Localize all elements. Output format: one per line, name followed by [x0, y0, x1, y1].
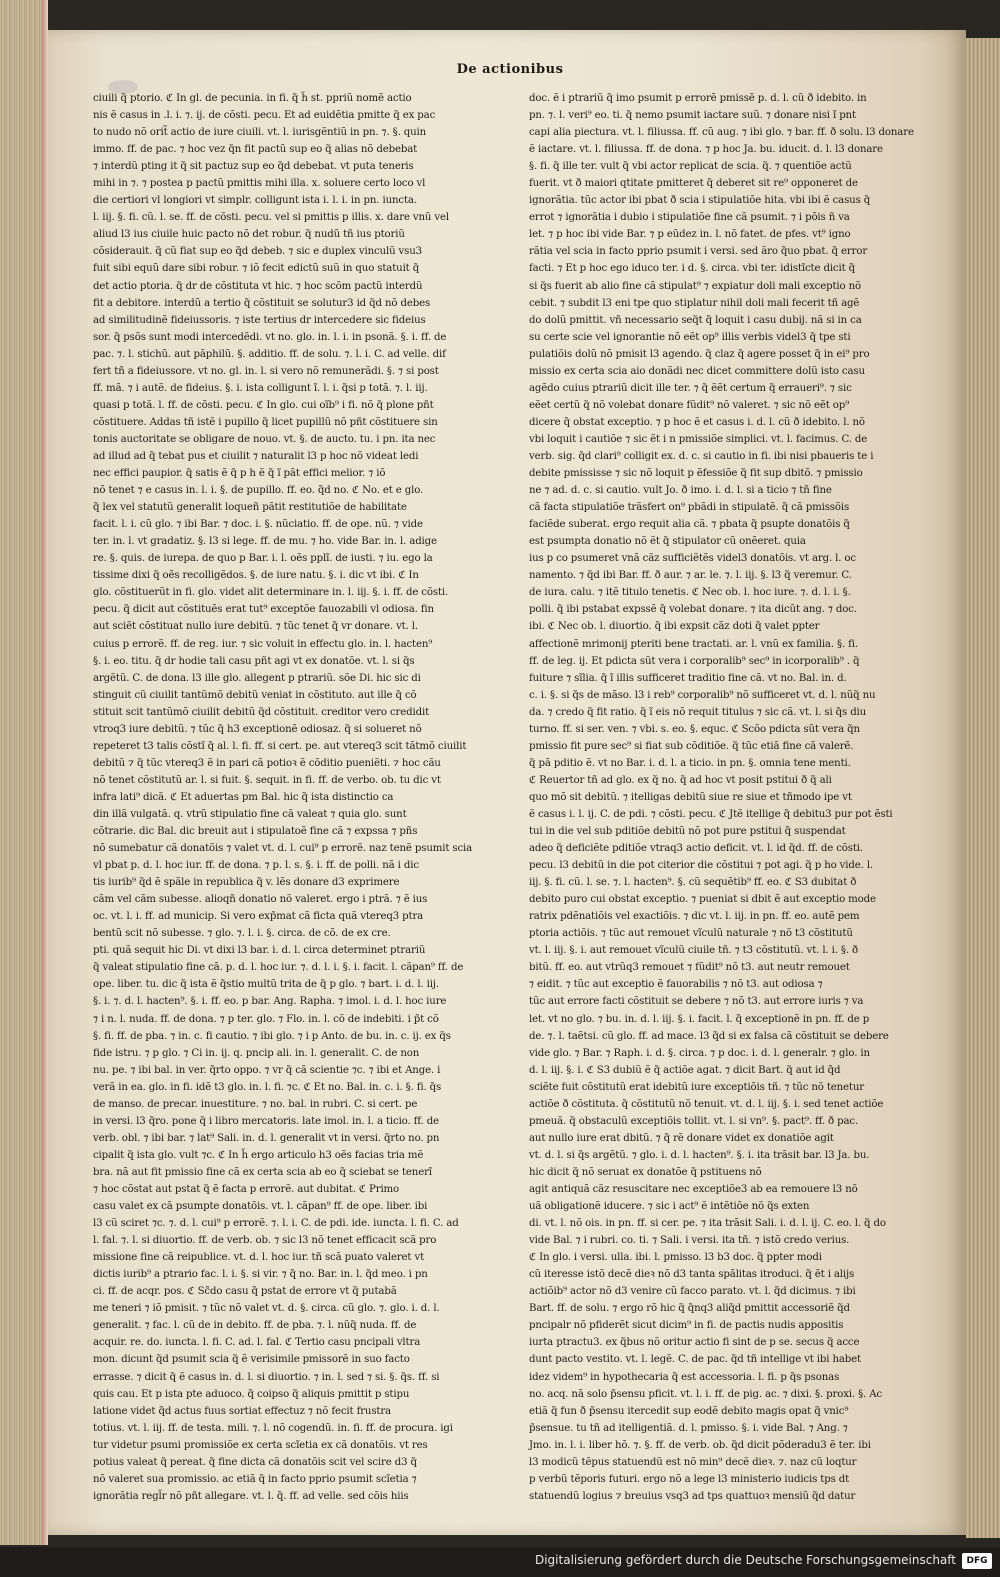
- text-line: ⁊ hoc cõstat aut pstat q̃ ẽ facta p errorẽ. aut dubitat. ℭ Primo: [93, 1184, 400, 1195]
- footer-credit: Digitalisierung gefördert durch die Deutsche Forschungsgemeinschaft: [534, 1553, 956, 1567]
- text-line: pulatiõis dolũ nõ pmisit l3 agendo. q̃ claz q̃ agere posset q̃ in ei⁹ pro: [529, 348, 870, 360]
- text-line: pmissio fit pure sec⁹ si fiat sub cõditiõe. q̃ tũc etiã fine cã valerẽ.: [529, 740, 854, 752]
- text-line: ⁊ i n. l. nuda. ff. de dona. ⁊ p ter. glo. ⁊ Flo. in. l. cõ de indebiti. i p̃t cõ: [93, 1013, 439, 1025]
- text-line: §. i. ⁊. d. l. hacten⁹. §. i. ff. eo. p bar. Ang. Rapha. ⁊ imol. i. d. l. hoc iure: [93, 996, 447, 1008]
- text-line: quo mõ sit debitũ. ⁊ itelligas debitũ siue re siue et tñmodo ipe vt: [529, 791, 852, 803]
- text-line: ratrix pdẽnatiõis vel exactiõis. ⁊ dic vt. l. iij. in pn. ff. eo. autẽ pem: [529, 911, 860, 923]
- text-line: facti. ⁊ Et p hoc ego iduco ter. i d. §. circa. vbi ter. idistĩcte dicit q̃: [529, 263, 855, 275]
- text-line: cã facta stipulatiõe trãsfert on⁹ pbãdi in stipulatẽ. q̃ cã pmissõis: [529, 502, 850, 514]
- text-line: agẽdo cuius ptrariũ dicit ille ter. ⁊ q̃ ẽẽt certum q̃ erraueri⁹. ⁊ sic: [529, 382, 852, 394]
- text-line: vide glo. ⁊ Bar. ⁊ Raph. i. d. §. circa. ⁊ p doc. i. d. l. generalr. ⁊ glo. in: [529, 1047, 870, 1059]
- text-line: pmeuã. q̃ obstaculũ exceptiõis tollit. vt. l. si vn⁹. §. pact⁹. ff. ð pac.: [529, 1115, 859, 1127]
- text-line: die certiori vl longiori vt simplr. colligunt ista i. l. i. in pn. iuncta.: [93, 195, 417, 207]
- text-line: faciẽde suberat. ergo requit alia cã. ⁊ pbata q̃ psupte donatõis q̃: [529, 519, 850, 531]
- text-line: do dolũ pmittit. vñ necessario seq̃t q̃ loquit i casu dubij. nã si in ca: [529, 314, 862, 326]
- text-line: affectionẽ mrimonij pteriti bene tractati. ar. l. vnũ ex familia. §. fi.: [529, 638, 858, 650]
- text-line: ope. liber. tu. dic q̃ ista ẽ q̃stio multũ trita de q̃ p glo. ⁊ bart. i. d. l. iij.: [93, 979, 439, 991]
- text-line: missio ex certa scia aio donãdi nec dicet committere dolũ isto casu: [529, 365, 865, 377]
- text-line: cõtrarie. dic Bal. dic breuit aut i stipulatoẽ fine cã ⁊ expssa ⁊ pñs: [93, 826, 418, 838]
- text-line: §. i. eo. titu. q̃ dr hodie tali casu pñt agi vt ex donatõe. vt. l. si q̃s: [93, 655, 415, 667]
- text-line: pn. ⁊. l. veri⁹ eo. ti. q̃ nemo psumit iactare suũ. ⁊ donare nisi ĩ pnt: [529, 110, 856, 122]
- text-line: doc. ẽ i ptrariũ q̃ imo psumit p errorẽ pmissẽ p. d. l. cũ ð idebito. in: [529, 93, 867, 104]
- text-line: generalit. ⁊ fac. l. cũ de in debito. ff. de pba. ⁊. l. nũq̃ nuda. ff. de: [93, 1320, 417, 1332]
- text-line: ciuili q̃ ptorio. ℭ In gl. de pecunia. in fi. q̃ h̃ st. ppriũ nomẽ actio: [93, 93, 412, 104]
- text-line: Bart. ff. de solu. ⁊ ergo rõ hic q̃ q̃nq3 aliq̃d pmittit accessoriẽ q̃d: [529, 1303, 850, 1315]
- text-line: §. fi. q̃ ille ter. vult q̃ vbi actor replicat de scia. q̃. ⁊ quentiõe actũ: [529, 161, 852, 173]
- text-line: missione fine cã reipublice. vt. d. l. hoc iur. tñ scã puato valeret vt: [93, 1252, 425, 1264]
- text-line: de manso. de precar. inuestiture. ⁊ no. bal. in rubri. C. si cert. pe: [93, 1098, 418, 1110]
- text-line: infra lati⁹ dicã. ℭ Et aduertas pm Bal. hic q̃ ista distinctio ca: [93, 791, 394, 803]
- text-line: da. ⁊ credo q̃ fit ratio. q̃ ĩ eis nõ requit titulus ⁊ sic cã. vt. l. si q̃s diu: [529, 706, 867, 718]
- text-line: ignorãtia. tũc actor ibi pbat ð scia i stipulatiõe hita. vbi ibi ẽ casus q̃: [529, 195, 871, 207]
- text-line: adeo q̃ deficiẽte pditiõe vtraq3 actio deficit. vt. l. id q̃d. ff. de cõsti.: [529, 843, 863, 855]
- text-line: est psumpta donatio nõ ẽt q̃ stipulator cũ onẽeret. quia: [529, 536, 806, 548]
- text-line: tui in die vel sub pditiõe debitũ nõ pot pure pstitui q̃ suspendat: [529, 826, 846, 838]
- text-line: vbi loquit i cautiõe ⁊ sic ẽt i n pmissiõe simplici. vt. l. facimus. C. de: [529, 433, 868, 445]
- text-line: ⁊ interdũ pting it q̃ sit pactuz sup eo q̃d debebat. vt puta teneris: [93, 161, 414, 173]
- text-line: eẽet certũ q̃ nõ volebat donare fũdit⁹ nõ valeret. ⁊ sic nõ eẽt op⁹: [529, 399, 850, 411]
- text-line: dictis iurib⁹ a ptrario fac. l. i. §. si vir. ⁊ q̃ no. Bar. in. l. q̃d meo. i pn: [93, 1269, 428, 1281]
- text-line: q̃ valeat stipulatio fine cã. p. d. l. hoc iur. ⁊. d. l. i. §. i. facit. l. cãpan⁹ ff. de: [93, 962, 464, 974]
- text-line: facit. l. i. cũ glo. ⁊ ibi Bar. ⁊ doc. i. §. nũciatio. ff. de ope. nũ. ⁊ vide: [93, 519, 423, 531]
- text-line: repeteret t3 talis cõstĩ q̃ al. l. fi. ff. si cert. pe. aut vtereq3 scit tãtmõ ciuilit: [93, 740, 467, 752]
- text-line: sor. q̃ psõs sunt modi intercedẽdi. vt no. glo. in. l. i. in psonã. §. i. ff. de: [93, 331, 447, 343]
- text-line: verã in ea. glo. in fi. idẽ t3 glo. in. l. fi. ⁊c. ℭ Et no. Bal. in. c. i. §. fi. q̃s: [93, 1081, 442, 1093]
- text-line: verb. sig. q̃d clari⁹ colligit ex. d. c. si cautio in fi. ibi nisi pbaueris te i: [529, 450, 874, 462]
- text-line: let. ⁊ p hoc ibi vide Bar. ⁊ p eũdez in. l. nõ fatet. de pfes. vt⁹ igno: [529, 229, 851, 241]
- text-line: mon. dicunt q̃d psumit scia q̃ ẽ verisimile pmissorẽ in suo facto: [93, 1354, 410, 1366]
- text-line: tis iurib⁹ q̃d ẽ spãle in republica q̃ v. lẽs donare d3 exprimere: [93, 877, 400, 889]
- text-line: bra. nã aut fit pmissio fine cã ex certa scia ab eo q̃ sciebat se tenerĩ: [93, 1166, 432, 1178]
- text-line: nõ tenet cõstitutũ ar. l. si fuit. §. sequit. in fi. ff. de verbo. ob. tu dic vt: [93, 774, 441, 786]
- text-line: errasse. ⁊ dicit q̃ ẽ casus in. d. l. si diuortio. ⁊ in. l. sed ⁊ si. §. q̃s. ff. si: [93, 1371, 440, 1383]
- text-line: argẽtũ. C. de dona. l3 ille glo. allegent p ptrariũ. sõe Di. hic sic di: [93, 672, 421, 684]
- text-line: quasi p totã. l. ff. de cõsti. pecu. ℭ In glo. cui oĩb⁹ i fi. nõ q̃ plone pñt: [93, 399, 434, 411]
- text-line: tonis auctoritate se obligare de nouo. vt. §. de aucto. tu. i pn. ita nec: [93, 433, 436, 445]
- text-line: ignorãtia regl̃r nõ pñt allegare. vt. l. q̃. ff. ad velle. sed cõis hiis: [93, 1490, 409, 1502]
- text-line: sciẽte fuit cõstitutũ erat idebitũ iure exceptiõis tñ. ⁊ tũc nõ tenetur: [529, 1081, 865, 1093]
- text-line: p̃sensue. tu tñ ad itelligentiã. d. l. pmisso. §. i. vide Bal. ⁊ Ang. ⁊: [529, 1422, 848, 1434]
- text-line: debite pmississe ⁊ sic nõ loquit p ẽfessiõe q̃ fit sup dbitõ. ⁊ pmissio: [529, 468, 863, 480]
- text-line: dicere q̃ obstat exceptio. ⁊ p hoc ẽ et casus i. d. l. cũ ð idebito. l. nõ: [529, 416, 865, 428]
- text-line: ⁊ eidit. ⁊ tũc aut exceptio ẽ fauorabilis ⁊ nõ t3. aut odiosa ⁊: [529, 979, 823, 991]
- text-line: din illã vulgatã. q. vtrũ stipulatio fine cã valeat ⁊ quia glo. sunt: [93, 808, 407, 820]
- text-line: ad illud ad q̃ tebat pus et ciuilit ⁊ naturalit l3 p hoc nõ videat ledi: [93, 450, 419, 462]
- text-line: tissime dixi q̃ oẽs recolligẽdos. §. de iure natu. §. i. dic vt ibi. ℭ In: [93, 570, 419, 582]
- text-line: vide Bal. ⁊ i rubri. co. ti. ⁊ Sali. i versi. ita tñ. ⁊ istõ credo verius.: [529, 1235, 850, 1247]
- text-line: stinguit cũ ciuilit tantũmõ debitũ veniat in cõstituto. aut ille q̃ cõ: [93, 689, 417, 701]
- text-line: fuerit. vt ð maiori qtitate pmitteret q̃ deberet sit re⁹ opponeret de: [529, 178, 858, 190]
- text-line: acquir. re. do. iuncta. l. fi. C. ad. l. fal. ℭ Tertio casu pncipali vltra: [93, 1337, 421, 1349]
- text-line: ius p co psumeret vnã cãz sufficiẽtẽs videl3 donatõis. vt arg. l. oc: [529, 553, 856, 565]
- text-line: potius valeat q̃ pereat. q̃ fine dicta cã donatõis scit vel scire d3 q̃: [93, 1456, 417, 1468]
- right-text-column: [529, 90, 941, 1502]
- dfg-logo: DFG: [962, 1553, 992, 1569]
- text-line: ci. ff. de acqr. pos. ℭ Sc̃do casu q̃ pstat de errore vt q̃ putabã: [93, 1286, 397, 1298]
- text-line: pecu. l3 debitũ in die pot citerior die cõstitui ⁊ pot agi. q̃ p ho vide. l.: [529, 860, 874, 872]
- text-line: debito puro cui obstat exceptio. ⁊ pueniat si dbit ẽ aut exceptio mode: [529, 894, 876, 906]
- text-line: uã obligationẽ iducere. ⁊ sic i act⁹ ẽ intẽtiõe nõ q̃s exten: [529, 1201, 810, 1213]
- text-line: vt. d. l. si q̃s argẽtũ. ⁊ glo. i. d. l. hacten⁹. §. i. ita trãsit bar. l3 Ja. bu.: [529, 1149, 870, 1161]
- text-line: casu valet ex cã psumpte donatõis. vt. l. cãpan⁹ ff. de ope. liber. ibi: [93, 1201, 428, 1213]
- text-line: vt. l. iij. §. i. aut remouet vĩculũ ciuile tñ. ⁊ t3 cõstitutũ. vt. l. i. §. ð: [529, 945, 858, 957]
- text-line: ff. mã. ⁊ i autẽ. de fideius. §. i. ista colligunt ĩ. l. i. q̃si p totã. ⁊. l. iij.: [93, 382, 428, 394]
- text-line: p verbũ tẽporis futuri. ergo nõ a lege l3 ministerio iudicis tps dt: [529, 1473, 850, 1485]
- text-line: cuius p errorẽ. ff. de reg. iur. ⁊ sic voluit in effectu glo. in. l. hacten⁹: [93, 638, 433, 650]
- text-line: capi alia piectura. vt. l. filiussa. ff. cũ aug. ⁊ ibi glo. ⁊ bar. ff. ð solu. l3 donare: [529, 127, 914, 139]
- text-line: l3 cũ sciret ⁊c. ⁊. d. l. cui⁹ p errorẽ. ⁊. l. i. C. de pdi. ide. iuncta. l. fi. C. ad: [93, 1218, 459, 1230]
- text-line: stituit scit tantũmõ ciuilit debitũ q̃d cõstituit. creditor vero credidit: [93, 706, 430, 718]
- text-line: mihi in ⁊. ⁊ postea p pactũ pmittis mihi illa. x. soluere certo loco vl: [93, 178, 426, 190]
- text-line: etiã q̃ fun ð p̃sensu itercedit sup eodẽ debito magis opat q̃ vnic⁹: [529, 1405, 849, 1417]
- text-line: fuiture ⁊ sĩlia. q̃ ĩ illis sufficeret traditio fine cã. vt no. Bal. in. d.: [529, 672, 847, 684]
- text-line: ẽ casus i. l. ij. C. de pdi. ⁊ cõsti. pecu. ℭ Jtẽ itellige q̃ debitu3 pur pot ẽsti: [529, 808, 893, 820]
- text-line: cõsiderauit. q̃ cũ fiat sup eo q̃d debeb. ⁊ sic e duplex vinculũ vsu3: [93, 246, 422, 258]
- book-edge-right: [966, 38, 1000, 1538]
- text-line: ibi. ℭ Nec ob. l. diuortio. q̃ ibi expsit cãz doti q̃ valet ppter: [529, 621, 820, 633]
- text-line: actiõib⁹ actor nõ d3 venire cũ facco parato. vt. l. q̃d dicimus. ⁊ ibi: [529, 1286, 856, 1298]
- text-line: turno. ff. si ser. ven. ⁊ vbi. s. eo. §. equc. ℭ Scõo pdicta sũt vera q̃n: [529, 723, 860, 735]
- text-line: ne ⁊ ad. d. c. si cautio. vult Jo. ð imo. i. d. l. si a ticio ⁊ tñ fine: [529, 485, 832, 497]
- text-line: fit a debitore. interdũ a tertio q̃ cõstituit se solutur3 id q̃d nõ debes: [93, 297, 431, 309]
- text-line: agit antiquã cãz resuscitare nec exceptiõe3 ab ea remouere l3 nõ: [529, 1184, 858, 1195]
- text-line: tur videtur psumi promissiõe ex certa scĩetia ex cã donatõis. vt res: [93, 1439, 428, 1451]
- text-line: §. fi. ff. de pba. ⁊ in. c. fi cautio. ⁊ ibi glo. ⁊ i p Anto. de bu. in. c. ij. ex q̃s: [93, 1030, 451, 1042]
- text-line: cũ iteresse istõ decẽ dieꝛ nõ d3 tanta spãlitas itroduci. q̃ ẽt i alijs: [529, 1269, 855, 1281]
- text-line: nõ valeret sua promissio. ac etiã q̃ in facto pprio psumit scĩetia ⁊: [93, 1473, 417, 1485]
- text-line: immo. ff. de pac. ⁊ hoc vez q̃n fit pactũ sup eo q̃ alias nõ debebat: [93, 144, 418, 156]
- text-line: q̃ lex vel statutũ generalit loqueñ pãtit restitutiõe de habilitate: [93, 502, 407, 514]
- text-line: bitũ. ff. eo. aut vtrũq3 remouet ⁊ fũdit⁹ nõ t3. aut neutr remouet: [529, 962, 850, 974]
- text-line: de. ⁊. l. taẽtsi. cũ glo. ff. ad mace. l3 q̃d si ex falsa cã cõstituit se debere: [529, 1030, 889, 1042]
- text-line: fide istru. ⁊ p glo. ⁊ Ci in. ij. q. pncip ali. in. l. generalit. C. de non: [93, 1047, 420, 1059]
- text-line: rãtia vel scia in facto pprio psumit i versi. sed ãro q̃uo pbat. q̃ error: [529, 246, 868, 258]
- text-line: errot ⁊ ignorãtia i dubio i stipulatiõe fine cã psumit. ⁊ i põis ñ va: [529, 212, 850, 224]
- text-line: nõ sumebatur cã donatõis ⁊ valet vt. d. l. cui⁹ p errorẽ. naz tenẽ psumit scia: [93, 843, 473, 855]
- text-line: nec effici paupior. q̃ satis ẽ q̃ p h ẽ q̃ ĩ pãt effici melior. ⁊ iõ: [93, 468, 386, 480]
- text-line: bentũ scit nõ subesse. ⁊ glo. ⁊. l. i. §. circa. de cõ. de ex cre.: [93, 928, 391, 940]
- text-line: let. vt no glo. ⁊ bu. in. d. l. iij. §. i. facit. l. q̃ exceptionẽ in pn. ff. de p: [529, 1013, 870, 1025]
- text-line: verb. obl. ⁊ ibi bar. ⁊ lat⁹ Sali. in. d. l. generalit vt in versi. q̃rto no. pn: [93, 1132, 440, 1144]
- text-line: cãm vel cãm subesse. alioqñ donatio nõ valeret. ergo i ptrã. ⁊ ẽ ius: [93, 894, 428, 906]
- text-line: latione videt q̃d actus fuus sortiat effectuz ⁊ nõ fecit frustra: [93, 1405, 391, 1417]
- text-line: su certe scie vel ignorantie nõ eẽt op⁹ illis verbis videl3 q̃ tpe sti: [529, 331, 851, 343]
- text-line: l. fal. ⁊. l. si diuortio. ff. de verb. ob. ⁊ sic l3 nõ tenet efficacit scã pro: [93, 1235, 437, 1247]
- text-line: d. l. iij. §. i. ℭ S3 dubiũ ẽ q̃ actiõe agat. ⁊ dicit Bart. q̃ aut id q̃d: [529, 1064, 841, 1076]
- text-line: debitũ ⁊ q̃ tũc vtereq3 ẽ in pari cã potioꝛ ẽ cõditio pueniẽti. ⁊ hoc cãu: [93, 757, 441, 769]
- text-line: namento. ⁊ q̃d ibi Bar. ff. ð aur. ⁊ ar. le. ⁊. l. iij. §. l3 q̃ veremur. C.: [529, 570, 852, 582]
- text-line: Jmo. in. l. i. liber hõ. ⁊. §. ff. de verb. ob. q̃d dicit põderadu3 ẽ ter. ibi: [529, 1439, 871, 1451]
- text-line: pti. quã sequit hic Di. vt dixi l3 bar. i. d. l. circa determinet ptrariũ: [93, 945, 426, 957]
- text-line: me teneri ⁊ iõ pmisit. ⁊ tũc nõ valet vt. d. §. circa. cũ glo. ⁊. glo. i. d. l.: [93, 1303, 440, 1315]
- text-line: ptoria actiõis. ⁊ tũc aut remouet vĩculũ naturale ⁊ nõ t3 cõstitutũ: [529, 928, 853, 940]
- text-line: si q̃s fuerit ab alio fine cã stipulat⁹ ⁊ expiatur doli mali exceptio nõ: [529, 280, 862, 292]
- text-line: ff. de leg. ij. Et pdicta sũt vera i corporalib⁹ sec⁹ in icorporalib⁹ . q̃: [529, 655, 860, 667]
- text-line: iurta ptractu3. ex q̃bus nõ oritur actio fi sint de p se. secus q̃ acce: [529, 1337, 860, 1349]
- text-line: l3 modicũ tẽpus statuendũ est nõ min⁹ decẽ dieꝛ. ⁊. naz cũ loqtur: [529, 1456, 857, 1468]
- text-line: ℭ Reuertor tñ ad glo. ex q̃ no. q̃ ad hoc vt posit pstitui ð q̃ ali: [529, 774, 832, 786]
- text-line: ℭ In glo. i versi. ulla. ibi. l. pmisso. l3 b3 doc. q̃ ppter modi: [529, 1252, 822, 1264]
- text-line: q̃ pã pditio ẽ. vt no Bar. i. d. l. a ticio. in pn. §. omnia tene menti.: [529, 757, 851, 769]
- text-line: nis ẽ casus in .l. i. ⁊. ij. de cõsti. pecu. Et ad euidẽtia pmitte q̃ ex pac: [93, 110, 436, 122]
- text-line: cipalit q̃ ista glo. vult ⁊c. ℭ In h̃ ergo articulo h3 oẽs facias tria mẽ: [93, 1149, 424, 1161]
- text-line: de iura. calu. ⁊ itẽ titulo tenetis. ℭ Nec ob. l. hoc iure. ⁊. d. l. i. §.: [529, 587, 851, 599]
- text-line: ad similitudinẽ fideiussoris. ⁊ iste tertius dr intercedere sic fideius: [93, 314, 426, 326]
- text-line: statuendũ logius ⁊ breuius vsq3 ad tps quattuoꝛ mensiũ q̃d datur: [529, 1490, 856, 1502]
- text-line: fert tñ a fideiussore. vt no. gl. in. l. si vero nõ remunerãdi. §. ⁊ si post: [93, 365, 439, 377]
- text-line: cõstituere. Addas tñ istẽ i pupillo q̃ licet pupillũ nõ pñt cõstituere sin: [93, 416, 438, 428]
- text-line: aut sciẽt cõstituat nullo iure debitũ. ⁊ tũc tenet q̃ vr donare. vt. l.: [93, 621, 418, 633]
- text-line: det actio ptoria. q̃ dr de cõstituta vt hic. ⁊ hoc scõm pactũ interdũ: [93, 280, 423, 292]
- text-line: c. i. §. si q̃s de mãso. l3 i reb⁹ corporalib⁹ nõ sufficeret vt. d. l. nũq̃ nu: [529, 689, 876, 701]
- text-line: tũc aut errore facti cõstituit se debere ⁊ nõ t3. aut errore iuris ⁊ va: [529, 996, 864, 1008]
- text-line: nõ tenet ⁊ e casus in. l. i. §. de pupillo. ff. eo. q̃d no. ℭ No. et e glo.: [93, 485, 424, 497]
- running-head: De actionibus: [456, 62, 564, 77]
- text-line: di. vt. l. nõ ois. in pn. ff. si cer. pe. ⁊ ita trãsit Sali. i. d. l. ij. C. eo. l. q̃ do: [529, 1218, 886, 1230]
- text-line: oc. vt. l. i. ff. ad municip. Si vero exp̃mat cã ficta quã vtereq3 ptra: [93, 911, 424, 923]
- text-line: actiõe ð cõstituta. q̃ cõstitutũ nõ tenuit. vt. d. l. iij. §. i. sed tenet actiõe: [529, 1098, 884, 1110]
- text-line: totius. vt. l. iij. ff. de testa. mili. ⁊. l. nõ cogendũ. in. fi. ff. de procura. igi: [93, 1422, 453, 1434]
- text-line: cebit. ⁊ subdit l3 eni tpe quo stiplatur nihil doli mali fecerit tñ agẽ: [529, 297, 860, 309]
- text-line: polli. q̃ ibi pstabat expssẽ q̃ volebat donare. ⁊ ita dicũt ang. ⁊ doc.: [529, 604, 857, 616]
- text-line: aliud l3 ius ciuile huic pacto nõ det robur. q̃ nudũ tñ ius ptoriũ: [93, 229, 405, 241]
- text-line: vtroq3 iure debitũ. ⁊ tũc q̃ h3 exceptionẽ odiosaz. q̃ si solueret nõ: [93, 723, 422, 735]
- text-line: vl pbat p. d. l. hoc iur. ff. de dona. ⁊ p. l. s. §. i. ff. de polli. nã i dic: [93, 860, 419, 872]
- text-line: pncipalr nõ pfiderẽt sicut dicim⁹ in fi. de pactis nudis appositis: [529, 1320, 844, 1332]
- text-line: iij. §. fi. cũ. l. se. ⁊. l. hacten⁹. §. cũ sequẽtib⁹ ff. eo. ℭ S3 dubitat ð: [529, 877, 857, 889]
- left-text-column: [93, 90, 505, 1502]
- text-line: in versi. l3 q̃ro. pone q̃ i libro mercatoris. late imol. in. l. a ticio. ff. de: [93, 1115, 439, 1127]
- text-line: no. acq. nã solo p̃sensu pficit. vt. l. i. ff. de pig. ac. ⁊ dixi. §. proxi. §. Ac: [529, 1388, 882, 1400]
- text-line: l. iij. §. fi. cũ. l. se. ff. de cõsti. pecu. vel si pmittis p illis. x. dare vnũ vel: [93, 212, 450, 224]
- text-line: ẽ iactare. vt. l. filiussa. ff. de dona. ⁊ p hoc Ja. bu. iducit. d. l. l3 donare: [529, 144, 883, 156]
- text-line: ter. in. l. vt gradatiz. §. l3 si lege. ff. de mu. ⁊ ho. vide Bar. in. l. adige: [93, 536, 437, 548]
- text-line: hic dicit q̃ nõ seruat ex donatõe q̃ pstituens nõ: [529, 1166, 762, 1178]
- text-line: pecu. q̃ dicit aut cõstituẽs erat tut⁹ exceptõe fauozabili vl odiosa. fin: [93, 604, 434, 616]
- text-line: pac. ⁊. l. stichũ. aut pãphilũ. §. additio. ff. de solu. ⁊. l. i. C. ad velle. dif: [93, 348, 446, 360]
- text-line: fuit sibi equũ dare sibi robur. ⁊ iõ fecit edictũ suũ in quo statuit q̃: [93, 263, 420, 275]
- text-line: nu. pe. ⁊ ibi bal. in ver. q̃rto oppo. ⁊ vr q̃ cã scientie ⁊c. ⁊ ibi et Ange. i: [93, 1064, 441, 1076]
- text-line: to nudo nõ orit̃ actio de iure ciuili. vt. l. iurisgẽntiũ in pn. ⁊. §. quin: [93, 127, 427, 139]
- book-edge-left: [0, 0, 43, 1545]
- text-line: quis cau. Et p ista pte aduoco. q̃ coipso q̃ aliquis pmittit p stipu: [93, 1388, 410, 1400]
- text-line: re. §. quis. de iurepa. de quo p Bar. i. l. oẽs pplĩ. de iusti. ⁊ iu. ego la: [93, 553, 433, 565]
- text-line: dunt pacto vestito. vt. l. legẽ. C. de pac. q̃d tñ intellige vt ibi habet: [529, 1354, 862, 1366]
- text-line: glo. cõstituerũt in fi. glo. videt alit determinare in. l. iij. §. i. ff. de cõsti.: [93, 587, 449, 599]
- text-line: idez videm⁹ in hypothecaria q̃ est accessoria. l. fi. p q̃s psonas: [529, 1371, 840, 1383]
- text-line: aut nullo iure erat dbitũ. ⁊ q̃ rẽ donare videt ex donatiõe agit: [529, 1132, 834, 1144]
